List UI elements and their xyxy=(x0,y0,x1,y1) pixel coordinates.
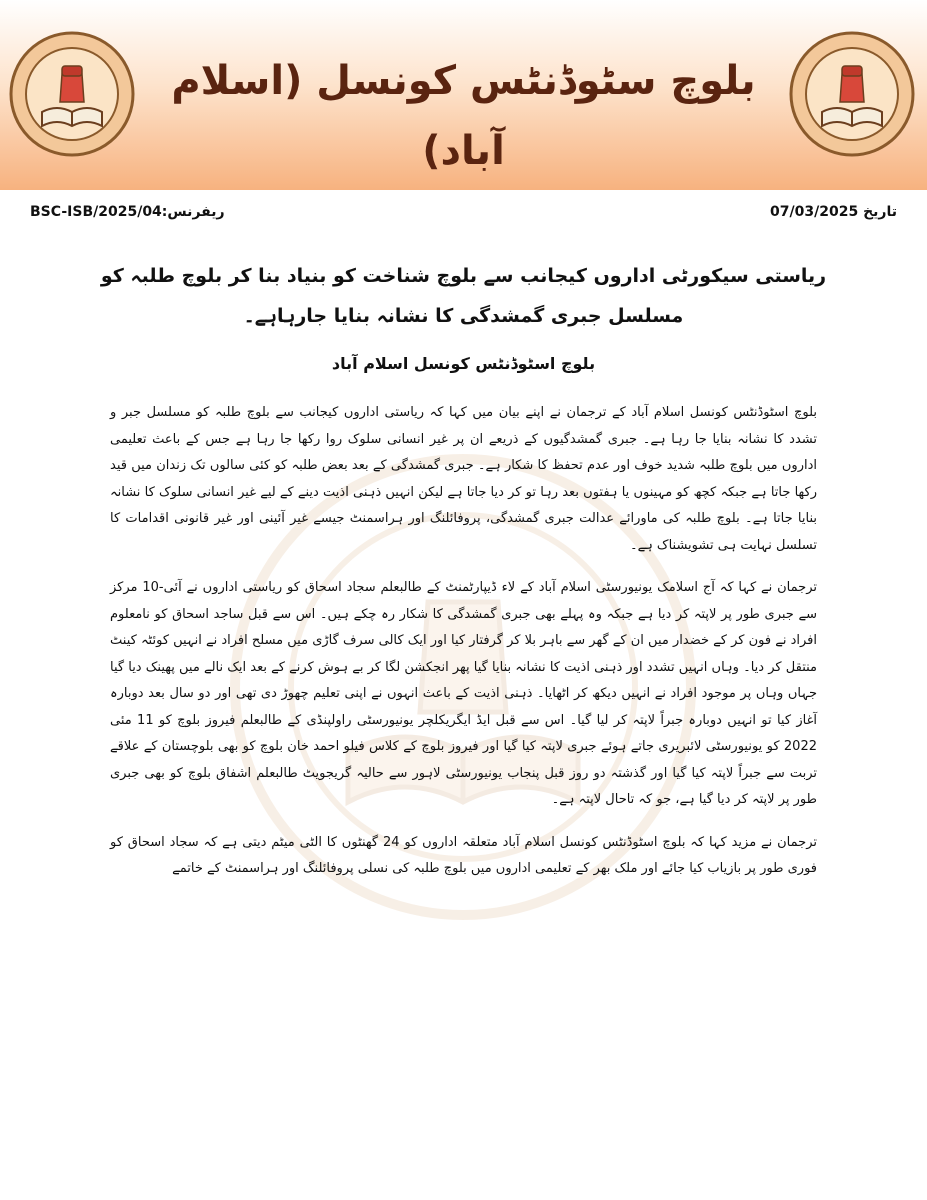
organization-logo-right xyxy=(788,30,916,158)
letter-meta xyxy=(30,204,897,226)
press-release-headline: ریاستی سیکورٹی اداروں کیجانب سے بلوچ شناخت کو بنیاد بنا کر بلوچ طلبہ کو مسلسل جبری گمشدگی کا نشانہ بنایا جارہاہے۔ xyxy=(100,265,827,327)
body-paragraph-2: ترجمان نے کہا کہ آج اسلامک یونیورسٹی اسلام آباد کے لاء ڈیپارٹمنٹ کے طالبعلم سجاد اسحاق کو ریاستی اداروں نے آئی-10 مرکز سے جبری طور پر لاپتہ کر دیا ہے جبکہ وہ پہلے بھی جبری گمشدگی کا شکار رہ چکے ہیں۔ اس سے قبل ساجد اسحاق کو نامعلوم افراد نے فون کر کے خضدار میں ان کے گھر سے باہر بلا کر گرفتار کیا اور ایک کالی سرف گاڑی میں مسلح افراد نے انہیں کوئٹہ کینٹ منتقل کر دیا۔ وہاں انہیں تشدد اور ذہنی اذیت کا نشانہ بنایا گیا پھر انجکشن لگا کر بے ہوش کرنے کے بعد ایک نالے میں پھینک دیا گیا جہاں وہاں پر موجود افراد نے انہیں دیکھ کر اٹھایا۔ ذہنی اذیت کے باعث انہوں نے اپنی تعلیم چھوڑ دی تھی اور دو سال بعد دوبارہ آغاز کیا تو انہیں دوبارہ جبراً لاپتہ کر لیا گیا۔ اس سے قبل ایڈ ایگریکلچر یونیورسٹی راولپنڈی کے طالبعلم فیروز بلوچ کو 11 مئی 2022 کو یونیورسٹی لائبریری جاتے ہوئے جبری لاپتہ کیا گیا اور فیروز بلوچ کے کلاس فیلو احمد خان بلوچ کو بھی بلوچستان کے علاقے تربت سے جبراً لاپتہ کیا گیا اور گذشتہ دو روز قبل پنجاب یونیورسٹی لاہور سے حالیہ گریجویٹ طالبعلم اشفاق بلوچ کو بھی جبری طور پر لاپتہ کر دیا گیا ہے، جو کہ تاحال لاپتہ ہے۔ xyxy=(110,580,817,807)
issuer-subheading: بلوچ اسٹوڈنٹس کونسل اسلام آباد xyxy=(331,354,596,373)
letterhead-banner xyxy=(0,0,927,190)
organization-title: بلوچ سٹوڈنٹس کونسل (اسلام آباد) xyxy=(171,58,756,174)
letter-date: تاریخ 07/03/2025 xyxy=(770,204,897,220)
body-paragraph-3: ترجمان نے مزید کہا کہ بلوچ اسٹوڈنٹس کونسل اسلام آباد متعلقہ اداروں کو 24 گھنٹوں کا الٹی میٹم دیتی ہے کہ سجاد اسحاق کو فوری طور پر بازیاب کیا جائے اور ملک بھر کے تعلیمی اداروں میں بلوچ طلبہ کی نسلی پروفائلنگ اور ہراسمنٹ کے خاتمے xyxy=(110,834,817,876)
reference-number: ریفرنس:BSC-ISB/2025/04 xyxy=(30,204,225,220)
statement-body xyxy=(110,400,817,899)
body-paragraph-1: بلوچ اسٹوڈنٹس کونسل اسلام آباد کے ترجمان نے اپنے بیان میں کہا کہ ریاستی اداروں کیجانب سے بلوچ طلبہ کو مسلسل جبر و تشدد کا نشانہ بنایا جا رہا ہے۔ جبری گمشدگیوں کے ذریعے ان پر غیر انسانی سلوک روا رکھا جا رہا ہے جس کے باعث تعلیمی اداروں میں بلوچ طلبہ شدید خوف اور عدم تحفظ کا شکار ہے۔ جبری گمشدگی کے بعد بعض طلبہ کو کئی سالوں تک زندان میں قید رکھا جاتا ہے جبکہ کچھ کو مہینوں یا ہفتوں بعد رہا تو کر دیا جاتا ہے لیکن انہیں ذہنی اذیت دینے کے لیے غیر انسانی سلوک کا نشانہ بنایا جاتا ہے۔ بلوچ طلبہ کی ماورائے عدالت جبری گمشدگی، پروفائلنگ اور ہراسمنٹ جیسے غیر آئینی اور غیر قانونی اقدامات کا تسلسل نہایت ہی تشویشناک ہے۔ xyxy=(110,405,817,553)
organization-logo-left xyxy=(8,30,136,158)
